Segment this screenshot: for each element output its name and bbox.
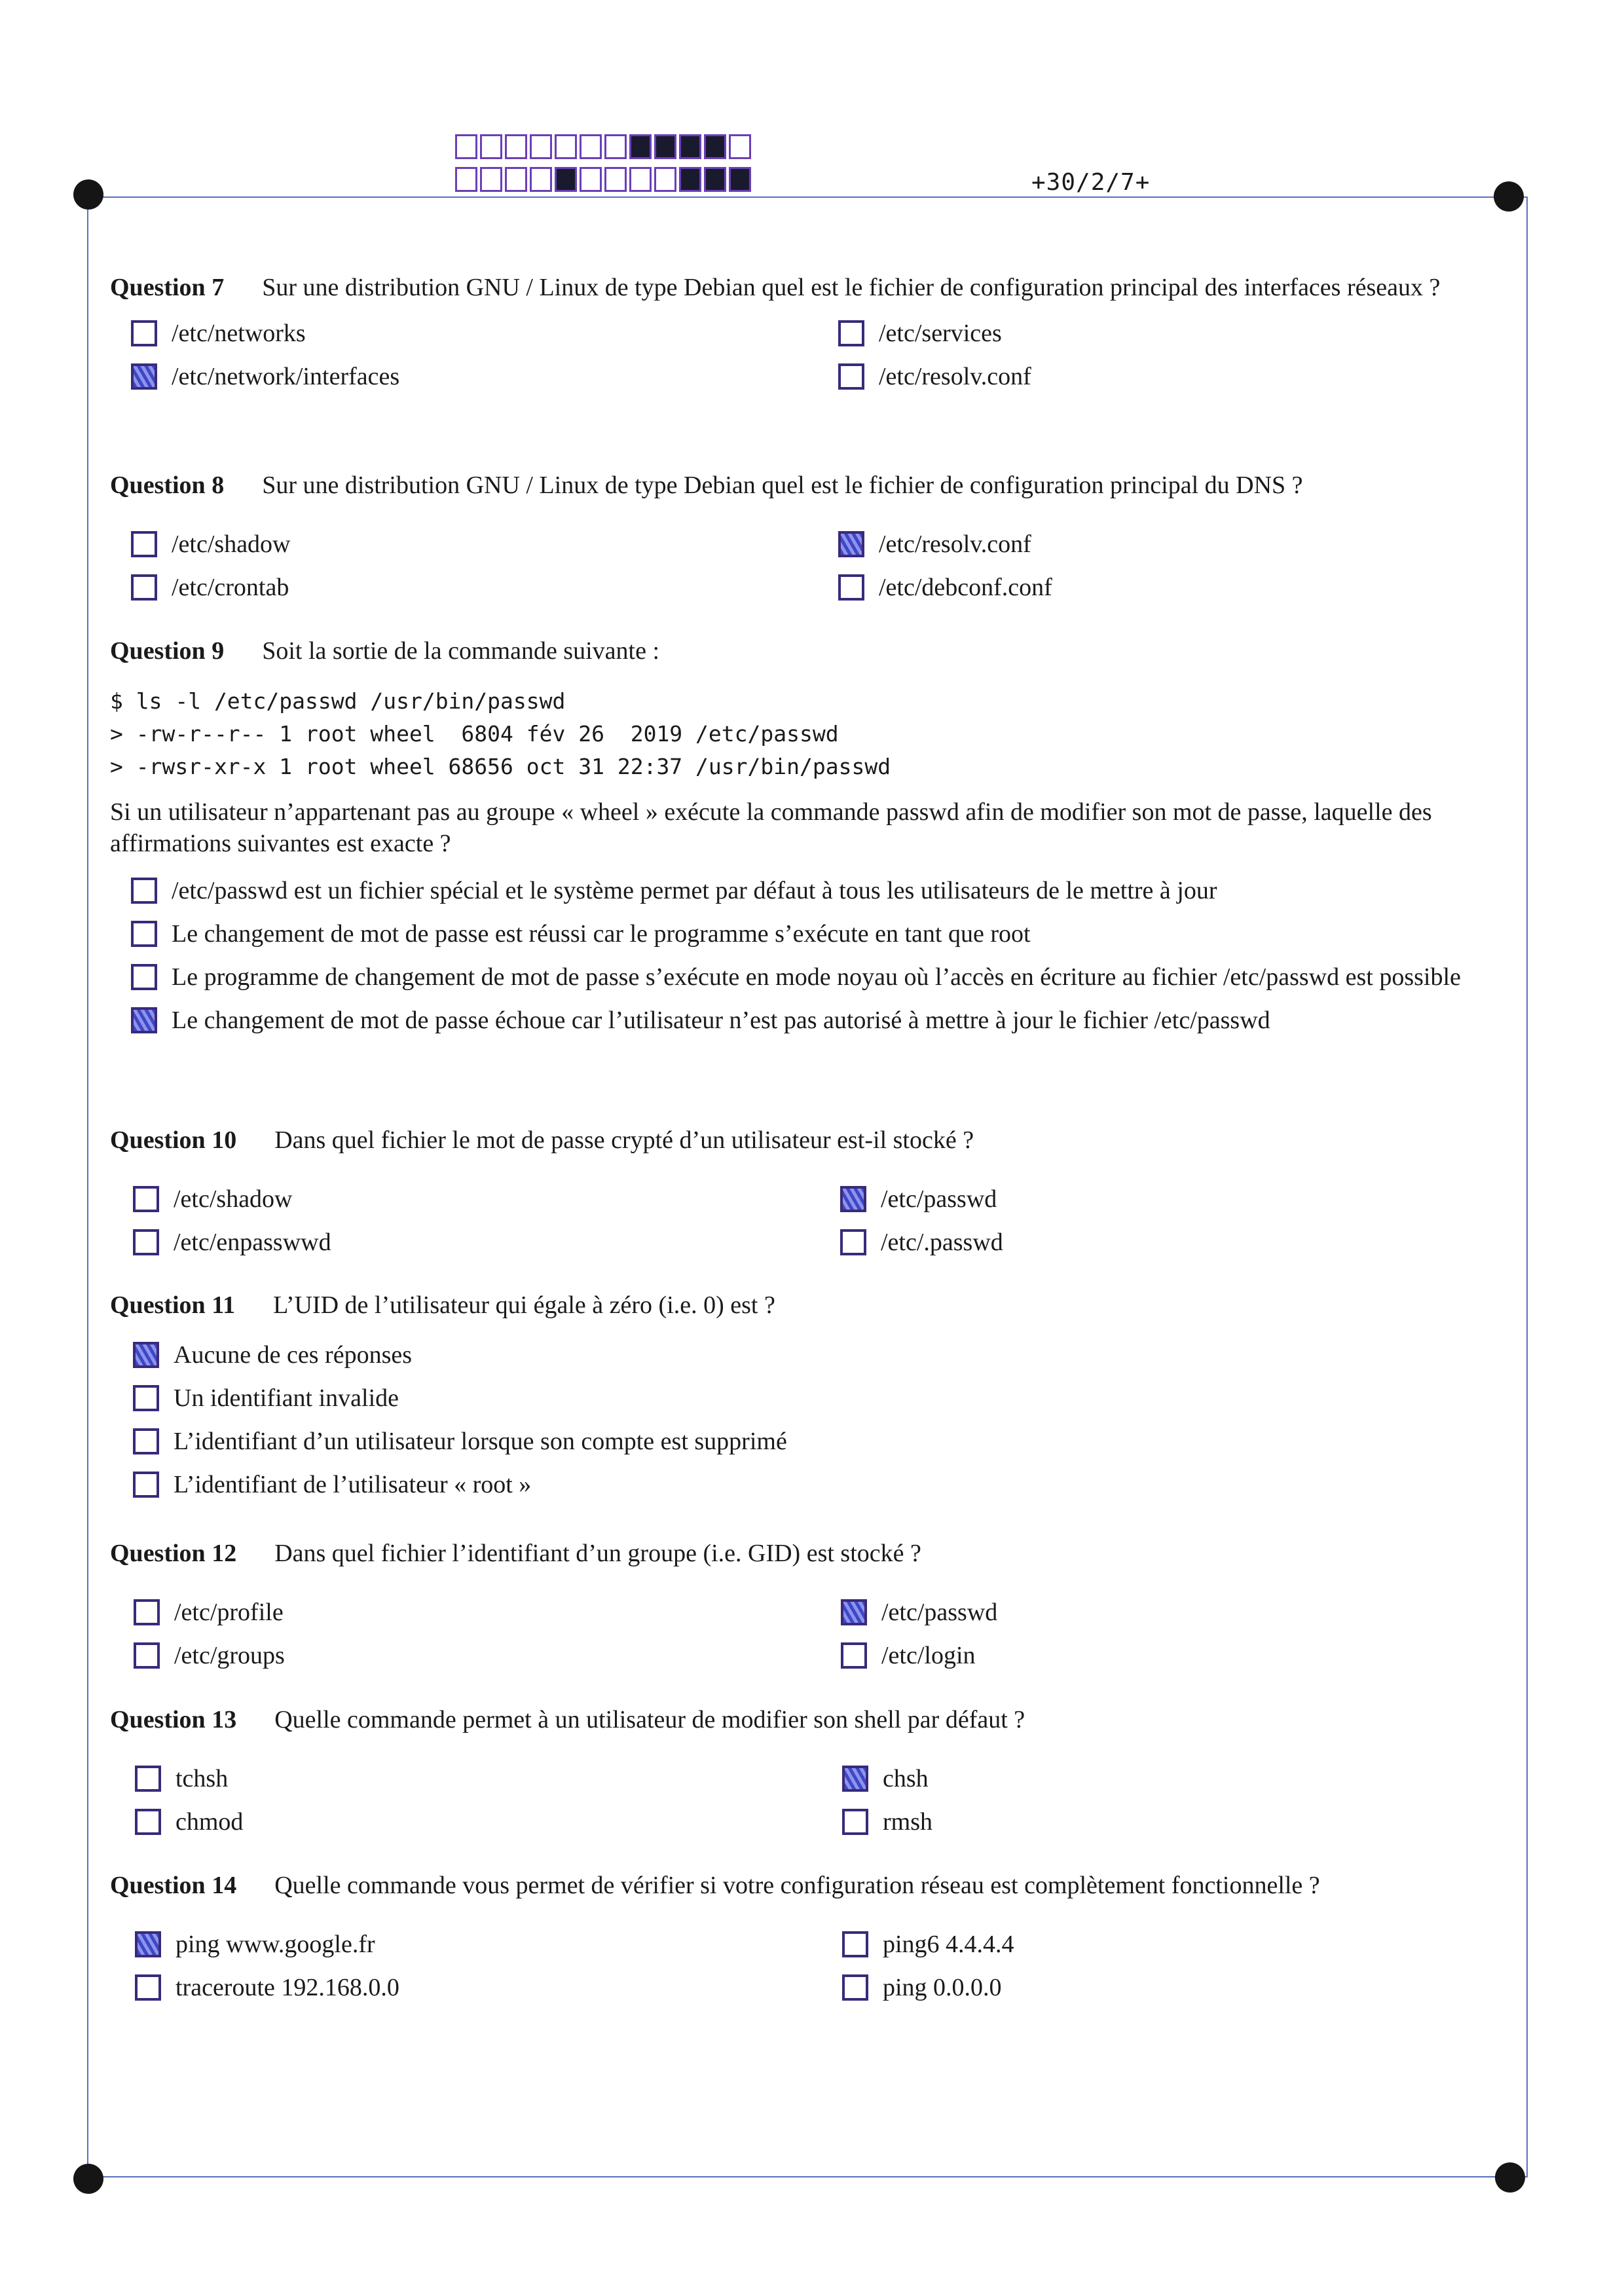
checkbox[interactable] (134, 1599, 160, 1625)
option-label: /etc/passwd est un fichier spécial et le système permet par défaut à tous les utilisateurs de le mettre à jour (172, 877, 1217, 904)
option-label: ping 0.0.0.0 (883, 1974, 1002, 2001)
barcode-cell (580, 134, 602, 159)
option[interactable] (134, 1640, 285, 1671)
option-label: /etc/enpasswwd (174, 1229, 331, 1256)
sheet-id: +30/2/7+ (1031, 169, 1151, 196)
barcode-cell (455, 167, 477, 192)
question-text: Sur une distribution GNU / Linux de type Debian quel est le fichier de configuration principal du DNS ? (262, 472, 1303, 499)
option[interactable] (131, 961, 1505, 993)
option-label: L’identifiant d’un utilisateur lorsque son compte est supprimé (174, 1428, 787, 1455)
question-label: Question 11 (110, 1291, 236, 1319)
barcode-cell (505, 167, 527, 192)
option-label: tchsh (175, 1765, 229, 1792)
question-text: L’UID de l’utilisateur qui égale à zéro (i.e. 0) est ? (273, 1291, 775, 1319)
option[interactable] (131, 361, 399, 392)
question-text: Dans quel fichier le mot de passe crypté d’un utilisateur est-il stocké ? (274, 1126, 974, 1154)
option[interactable] (131, 1005, 1505, 1036)
checkbox[interactable] (838, 363, 864, 390)
option-label: ping6 4.4.4.4 (883, 1931, 1014, 1958)
option-label: Le changement de mot de passe échoue car l’utilisateur n’est pas autorisé à mettre à jour le fichier /etc/passwd (172, 1007, 1270, 1034)
checkbox[interactable] (134, 1642, 160, 1669)
option[interactable] (131, 318, 306, 349)
barcode-cell (704, 134, 726, 159)
question-13 (110, 1704, 1505, 1842)
option[interactable] (838, 318, 1002, 349)
option-label: chmod (175, 1808, 244, 1836)
checkbox[interactable] (842, 1809, 868, 1835)
question-label: Question 13 (110, 1706, 237, 1733)
option-label: /etc/profile (174, 1599, 284, 1626)
checkbox-checked[interactable] (840, 1186, 866, 1212)
option-label: chsh (883, 1765, 929, 1792)
option-label: traceroute 192.168.0.0 (175, 1974, 399, 2001)
option-label: /etc/resolv.conf (879, 530, 1031, 558)
barcode-cell (604, 167, 627, 192)
option[interactable] (842, 1929, 1014, 1960)
question-label: Question 7 (110, 274, 225, 301)
checkbox[interactable] (131, 964, 157, 990)
question-14 (110, 1870, 1505, 2007)
option[interactable] (842, 1763, 929, 1794)
question-paragraph: Si un utilisateur n’appartenant pas au groupe « wheel » exécute la commande passwd afin de modifier son mot de passe, laquelle des affirmations suivantes est exacte ? (110, 798, 1432, 857)
barcode-cell (679, 167, 701, 192)
option-label: /etc/networks (172, 320, 306, 347)
option[interactable] (133, 1426, 1505, 1457)
checkbox-checked[interactable] (842, 1766, 868, 1792)
registration-mark-bottom-left (73, 2164, 103, 2194)
option[interactable] (841, 1597, 997, 1628)
barcode-cell (580, 167, 602, 192)
option[interactable] (131, 875, 1505, 906)
command-output (110, 685, 1505, 783)
checkbox-checked[interactable] (133, 1342, 159, 1368)
option-label: /etc/resolv.conf (879, 363, 1031, 390)
barcode-cell (505, 134, 527, 159)
checkbox[interactable] (131, 320, 157, 346)
checkbox[interactable] (842, 1931, 868, 1957)
option-label: Aucune de ces réponses (174, 1341, 413, 1369)
option[interactable] (135, 1763, 228, 1794)
code-line: > -rwsr-xr-x 1 root wheel 68656 oct 31 22:37 /usr/bin/passwd (110, 754, 891, 779)
checkbox[interactable] (842, 1974, 868, 2001)
question-12 (110, 1538, 1505, 1675)
checkbox[interactable] (131, 921, 157, 947)
checkbox[interactable] (133, 1385, 159, 1411)
option[interactable] (841, 1640, 976, 1671)
checkbox-checked[interactable] (841, 1599, 867, 1625)
barcode-cell (555, 134, 577, 159)
option[interactable] (842, 1972, 1002, 2003)
barcode-cell (629, 167, 652, 192)
code-line: > -rw-r--r-- 1 root wheel 6804 fév 26 2019 /etc/passwd (110, 721, 839, 747)
barcode-cell (629, 134, 652, 159)
option[interactable] (131, 918, 1505, 950)
barcode-cell (455, 134, 477, 159)
option[interactable] (133, 1469, 1505, 1500)
barcode-cell (729, 167, 751, 192)
barcode-cell (604, 134, 627, 159)
checkbox-checked[interactable] (838, 531, 864, 557)
barcode-cell (480, 167, 502, 192)
option-label: Un identifiant invalide (174, 1384, 399, 1412)
question-text: Dans quel fichier l’identifiant d’un groupe (i.e. GID) est stocké ? (274, 1540, 921, 1567)
option-label: /etc/groups (174, 1642, 285, 1669)
question-label: Question 12 (110, 1540, 237, 1567)
barcode-row-1 (455, 134, 754, 159)
option[interactable] (838, 361, 1031, 392)
option[interactable] (135, 1806, 243, 1838)
registration-mark-top-right (1494, 181, 1524, 212)
option-label: ping www.google.fr (175, 1931, 375, 1958)
barcode-cell (729, 134, 751, 159)
option[interactable] (135, 1972, 399, 2003)
checkbox-checked[interactable] (131, 363, 157, 390)
option[interactable] (838, 572, 1052, 603)
question-label: Question 10 (110, 1126, 237, 1154)
checkbox[interactable] (838, 320, 864, 346)
checkbox[interactable] (135, 1766, 161, 1792)
checkbox-checked[interactable] (131, 1007, 157, 1033)
checkbox-checked[interactable] (135, 1931, 161, 1957)
checkbox[interactable] (131, 531, 157, 557)
barcode-cell (654, 167, 676, 192)
code-line: $ ls -l /etc/passwd /usr/bin/passwd (110, 688, 566, 714)
option-label: /etc/crontab (172, 574, 289, 601)
option-label: /etc/shadow (172, 530, 291, 558)
registration-mark-top-left (73, 179, 103, 210)
question-label: Question 8 (110, 472, 225, 499)
question-text: Quelle commande permet à un utilisateur de modifier son shell par défaut ? (274, 1706, 1025, 1733)
option-label: /etc/debconf.conf (879, 574, 1052, 601)
barcode-cell (530, 134, 552, 159)
option[interactable] (133, 1183, 293, 1215)
barcode-cell (530, 167, 552, 192)
question-8 (110, 470, 1505, 607)
question-label: Question 9 (110, 637, 225, 665)
question-10 (110, 1124, 1505, 1262)
option[interactable] (133, 1339, 1505, 1371)
checkbox[interactable] (131, 574, 157, 601)
option-label: Le programme de changement de mot de passe s’exécute en mode noyau où l’accès en écriture au fichier /etc/passwd est possible (172, 963, 1461, 991)
barcode-cell (555, 167, 577, 192)
barcode-cell (654, 134, 676, 159)
option-label: L’identifiant de l’utilisateur « root » (174, 1471, 532, 1498)
option[interactable] (133, 1382, 1505, 1414)
checkbox[interactable] (131, 878, 157, 904)
option[interactable] (135, 1929, 375, 1960)
checkbox[interactable] (133, 1186, 159, 1212)
registration-mark-bottom-right (1495, 2162, 1525, 2193)
checkbox[interactable] (133, 1472, 159, 1498)
question-text: Sur une distribution GNU / Linux de type Debian quel est le fichier de configuration principal des interfaces réseaux ? (262, 274, 1441, 301)
barcode-cell (480, 134, 502, 159)
option-label: /etc/network/interfaces (172, 363, 400, 390)
option[interactable] (131, 572, 289, 603)
checkbox[interactable] (133, 1229, 159, 1255)
checkbox[interactable] (838, 574, 864, 601)
option-label: Le changement de mot de passe est réussi car le programme s’exécute en tant que root (172, 920, 1031, 948)
checkbox[interactable] (840, 1229, 866, 1255)
barcode-row-2 (455, 167, 754, 192)
question-text: Quelle commande vous permet de vérifier si votre configuration réseau est complètement fonctionnelle ? (274, 1872, 1320, 1899)
question-9 (110, 635, 1505, 1048)
option-label: /etc/.passwd (881, 1229, 1003, 1256)
option-label: /etc/services (879, 320, 1002, 347)
barcode-cell (704, 167, 726, 192)
option[interactable] (133, 1227, 331, 1258)
option[interactable] (842, 1806, 932, 1838)
question-text: Soit la sortie de la commande suivante : (262, 637, 659, 665)
checkbox[interactable] (841, 1642, 867, 1669)
question-11 (110, 1289, 1505, 1512)
option-label: /etc/shadow (174, 1185, 293, 1213)
option[interactable] (134, 1597, 284, 1628)
question-label: Question 14 (110, 1872, 237, 1899)
option-label: /etc/passwd (881, 1599, 998, 1626)
option-label: rmsh (883, 1808, 932, 1836)
question-7 (110, 272, 1505, 396)
barcode-cell (679, 134, 701, 159)
option[interactable] (838, 528, 1031, 560)
option[interactable] (840, 1227, 1003, 1258)
checkbox[interactable] (135, 1809, 161, 1835)
option[interactable] (131, 528, 291, 560)
option[interactable] (840, 1183, 997, 1215)
option-label: /etc/login (881, 1642, 976, 1669)
checkbox[interactable] (135, 1974, 161, 2001)
checkbox[interactable] (133, 1428, 159, 1454)
option-label: /etc/passwd (881, 1185, 997, 1213)
